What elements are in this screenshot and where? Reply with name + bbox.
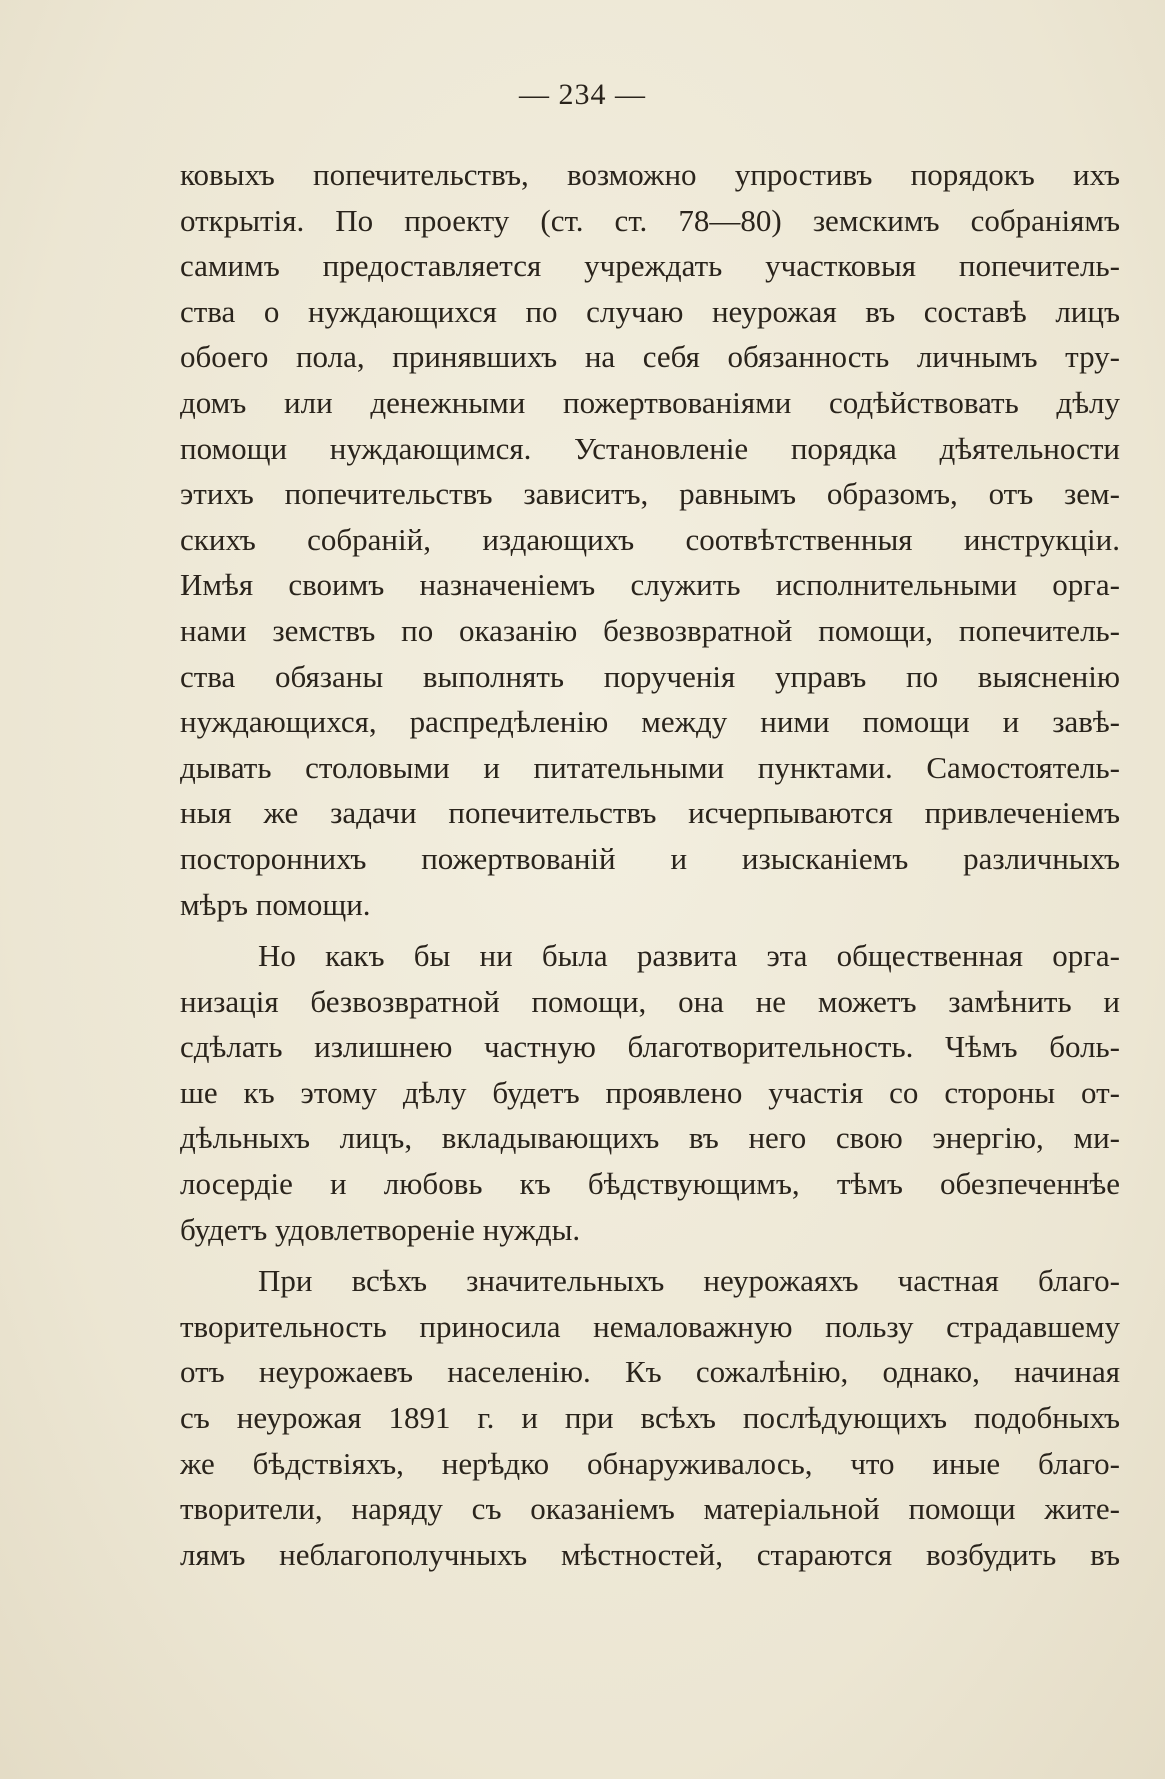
text-line: Имѣя своимъ назначеніемъ служить исполнительными орга-: [180, 567, 1120, 603]
text-line: будетъ удовлетвореніе нужды.: [180, 1211, 581, 1247]
paragraph-3: [180, 1258, 1120, 1577]
paragraph-2: [180, 933, 1120, 1252]
text-line: этихъ попечительствъ зависитъ, равнымъ образомъ, отъ зем-: [180, 476, 1120, 512]
text-line: ныя же задачи попечительствъ исчерпываются привлеченіемъ: [180, 795, 1120, 831]
text-line: сдѣлать излишнею частную благотворительность. Чѣмъ боль-: [180, 1029, 1120, 1065]
text-line: постороннихъ пожертвованій и изысканіемъ различныхъ: [180, 840, 1120, 876]
text-line: помощи нуждающимся. Установленіе порядка дѣятельности: [180, 430, 1120, 466]
text-line: ства о нуждающихся по случаю неурожая въ составѣ лицъ: [180, 293, 1120, 329]
text-line: нами земствъ по оказанію безвозвратной помощи, попечитель-: [180, 612, 1120, 648]
paragraph-1: [180, 152, 1120, 927]
text-line: ше къ этому дѣлу будетъ проявлено участія со стороны от-: [180, 1074, 1120, 1110]
text-line: ковыхъ попечительствъ, возможно упростивъ порядокъ ихъ: [180, 157, 1120, 192]
text-line: обоего пола, принявшихъ на себя обязанность личнымъ тру-: [180, 339, 1120, 375]
text-line: творительность приносила немаловажную пользу страдавшему: [180, 1308, 1120, 1344]
page-number: — 234 —: [519, 78, 646, 111]
text-line: дѣльныхъ лицъ, вкладывающихъ въ него свою энергію, ми-: [180, 1120, 1120, 1156]
page-text: [180, 152, 1120, 1577]
text-line: лямъ неблагополучныхъ мѣстностей, стараются возбудить въ: [180, 1536, 1120, 1572]
text-line: съ неурожая 1891 г. и при всѣхъ послѣдующихъ подобныхъ: [180, 1400, 1120, 1436]
text-line: мѣръ помощи.: [180, 886, 371, 922]
text-line: скихъ собраній, издающихъ соотвѣтственныя инструкціи.: [180, 521, 1120, 557]
text-line: низація безвозвратной помощи, она не можетъ замѣнить и: [180, 983, 1120, 1019]
text-line: отъ неурожаевъ населенію. Къ сожалѣнію, однако, начиная: [180, 1354, 1120, 1390]
text-line: же бѣдствіяхъ, нерѣдко обнаруживалось, что иные благо-: [180, 1445, 1120, 1481]
text-line: Но какъ бы ни была развита эта общественная орга-: [258, 938, 1120, 974]
text-line: нуждающихся, распредѣленію между ними помощи и завѣ-: [180, 704, 1120, 740]
text-line: При всѣхъ значительныхъ неурожаяхъ частная благо-: [258, 1263, 1120, 1299]
text-line: открытія. По проекту (ст. ст. 78—80) земскимъ собраніямъ: [180, 202, 1120, 238]
text-line: ства обязаны выполнять порученія управъ по выясненію: [180, 658, 1120, 694]
text-line: творители, наряду съ оказаніемъ матеріальной помощи жите-: [180, 1491, 1120, 1527]
text-line: домъ или денежными пожертвованіями содѣйствовать дѣлу: [180, 384, 1120, 420]
text-line: самимъ предоставляется учреждать участковыя попечитель-: [180, 248, 1120, 284]
text-line: дывать столовыми и питательными пунктами. Самостоятель-: [180, 749, 1120, 785]
text-line: лосердіе и любовь къ бѣдствующимъ, тѣмъ обезпеченнѣе: [180, 1166, 1120, 1202]
